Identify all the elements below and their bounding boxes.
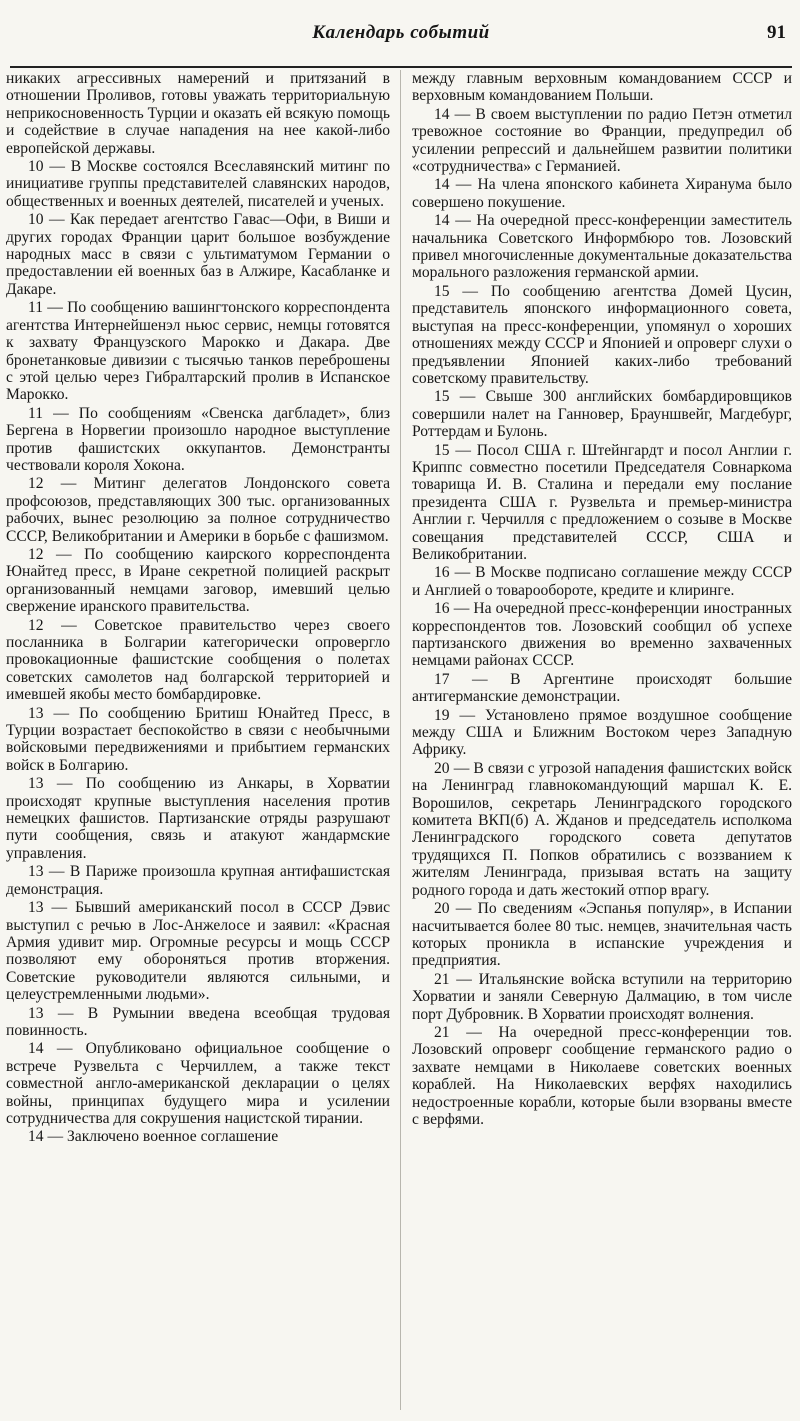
paragraph: 10 — В Москве состоялся Всеславянский митинг по инициативе группы представителей славянских народов, общественных и военных деятелей, писателей и ученых. <box>6 158 390 210</box>
paragraph: 14 — В своем выступлении по радио Петэн отметил тревожное состояние во Франции, предупредил об усилении репрессий и дальнейшем развитии политики «сотрудничества» с Германией. <box>412 105 792 176</box>
paragraph: 13 — В Румынии введена всеобщая трудовая повинность. <box>6 1004 390 1039</box>
paragraph: 11 — По сообщению вашингтонского корреспондента агентства Интернейшенэл ньюс сервис, немцы готовятся к захвату Французского Марокко и Дакара. Две бронетанковые дивизии с тысячью танков переброшены с этой целью через Гибралтарский пролив в Испанское Марокко. <box>6 299 390 404</box>
paragraph: 12 — По сообщению каирского корреспондента Юнайтед пресс, в Иране секретной полицией раскрыт организованный немцами заговор, имевший целью свержение иранского правительства. <box>6 545 390 616</box>
paragraph: 15 — Посол США г. Штейнгардт и посол Англии г. Криппс совместно посетили Председателя Совнаркома товарища И. В. Сталина и передали ему послание президента США г. Рузвельта и премьер-министра Англии г. Черчилля с предложением о созыве в Москве совещания представителей СССР, США и Великобритании. <box>412 441 792 563</box>
paragraph: 12 — Советское правительство через своего посланника в Болгарии категорически опровергло провокационные фашистские сообщения о полетах советских самолетов над болгарской территорией и имевшей якобы место бомбардировке. <box>6 616 390 704</box>
paragraph: 21 — На очередной пресс-конференции тов. Лозовский опроверг сообщение германского радио о захвате немцами в Николаеве советских военных кораблей. На Николаевских верфях находились недостроенные корабли, которые были взорваны вместе с верфями. <box>412 1023 792 1128</box>
paragraph: 13 — По сообщению Бритиш Юнайтед Пресс, в Турции возрастает беспокойство в связи с необычными войсковыми передвижениями и прибытием германских войск в Болгарию. <box>6 704 390 774</box>
paragraph: 15 — Свыше 300 английских бомбардировщиков совершили налет на Ганновер, Брауншвейг, Магдебург, Роттердам и Булонь. <box>412 388 792 441</box>
paragraph: 16 — В Москве подписано соглашение между СССР и Англией о товарообороте, кредите и клиринге. <box>412 564 792 599</box>
paragraph: 14 — На очередной пресс-конференции заместитель начальника Советского Информбюро тов. Лозовский привел многочисленные документальные доказательства морального разложения германской армии. <box>412 212 792 282</box>
paragraph: 11 — По сообщениям «Свенска дагбладет», близ Бергена в Норвегии произошло народное выступление против фашистских оккупантов. Демонстранты чествовали короля Хокона. <box>6 404 390 474</box>
paragraph: 13 — По сообщению из Анкары, в Хорватии происходят крупные выступления населения против немецких фашистов. Партизанские отряды разрушают пути сообщения, связь и атакуют жандармские управления. <box>6 775 390 862</box>
paragraph: 13 — В Париже произошла крупная антифашистская демонстрация. <box>6 863 390 898</box>
paragraph: 13 — Бывший американский посол в СССР Дэвис выступил с речью в Лос-Анжелосе и заявил: «Красная Армия удивит мир. Огромные ресурсы и мощь СССР позволяют ему обороняться против вторжения. Советские руководители являются сильными, и целеустремленными людьми». <box>6 899 390 1004</box>
page-header <box>10 8 792 68</box>
paragraph: никаких агрессивных намерений и притязаний в отношении Проливов, готовы уважать территориальную неприкосновенность Турции и оказать ей всякую помощь и содействие в случае нападения на нее какой-либо европейской державы. <box>6 70 390 157</box>
column-divider <box>400 70 401 1410</box>
left-column <box>6 70 390 1147</box>
paragraph: 10 — Как передает агентство Гавас—Офи, в Виши и других городах Франции царит большое возбуждение народных масс в связи с ультиматумом Германии о предоставлении ей военных баз в Алжире, Касабланке и Дакаре. <box>6 211 390 298</box>
paragraph: 17 — В Аргентине происходят большие антигерманские демонстрации. <box>412 670 792 706</box>
running-title: Календарь событий <box>312 22 490 43</box>
paragraph: 14 — На члена японского кабинета Хиранума было совершено покушение. <box>412 176 792 211</box>
paragraph: 21 — Итальянские войска вступили на территорию Хорватии и заняли Северную Далмацию, в том числе порт Дубровник. В Хорватии происходят волнения. <box>412 970 792 1023</box>
paragraph: 14 — Заключено военное соглашение <box>28 1128 279 1146</box>
paragraph: 16 — На очередной пресс-конференции иностранных корреспондентов тов. Лозовский сообщил об успехе партизанского движения во временно захваченных немцами районах СССР. <box>412 600 792 670</box>
paragraph: между главным верховным командованием СССР и верховным командованием Польши. <box>412 70 792 105</box>
paragraph: 15 — По сообщению агентства Домей Цусин, представитель японского информационного совета, выступая на пресс-конференции, упомянул о хороших отношениях между СССР и Японией и опроверг слухи о предъявлении Японией каких-либо требований советскому правительству. <box>412 282 792 387</box>
paragraph: 19 — Установлено прямое воздушное сообщение между США и Ближним Востоком через Западную Африку. <box>412 706 792 759</box>
page-number: 91 <box>767 22 786 43</box>
paragraph: 20 — По сведениям «Эспанья популяр», в Испании насчитывается более 80 тыс. немцев, значительная часть которых проникла в испанские учреждения и предприятия. <box>412 900 792 970</box>
paragraph: 14 — Опубликовано официальное сообщение о встрече Рузвельта с Черчиллем, а также текст совместной англо-американской декларации о целях войны, принципах будущего мира и усилении сотрудничества для сокрушения нацистской тирании. <box>6 1040 390 1127</box>
right-column <box>412 70 792 1129</box>
paragraph: 20 — В связи с угрозой нападения фашистских войск на Ленинград главнокомандующий маршал К. Е. Ворошилов, секретарь Ленинградского городского комитета ВКП(б) А. Жданов и председатель исполкома Ленинградского городского совета депутатов трудящихся П. Попков обратились с воззванием к жителям Ленинграда, призывая встать на защиту родного города и дать жестокий отпор врагу. <box>412 759 792 899</box>
paragraph: 12 — Митинг делегатов Лондонского совета профсоюзов, представляющих 300 тыс. организованных рабочих, вынес резолюцию за полное сотрудничество СССР, Великобритании и Америки в борьбе с фашизмом. <box>6 475 390 545</box>
